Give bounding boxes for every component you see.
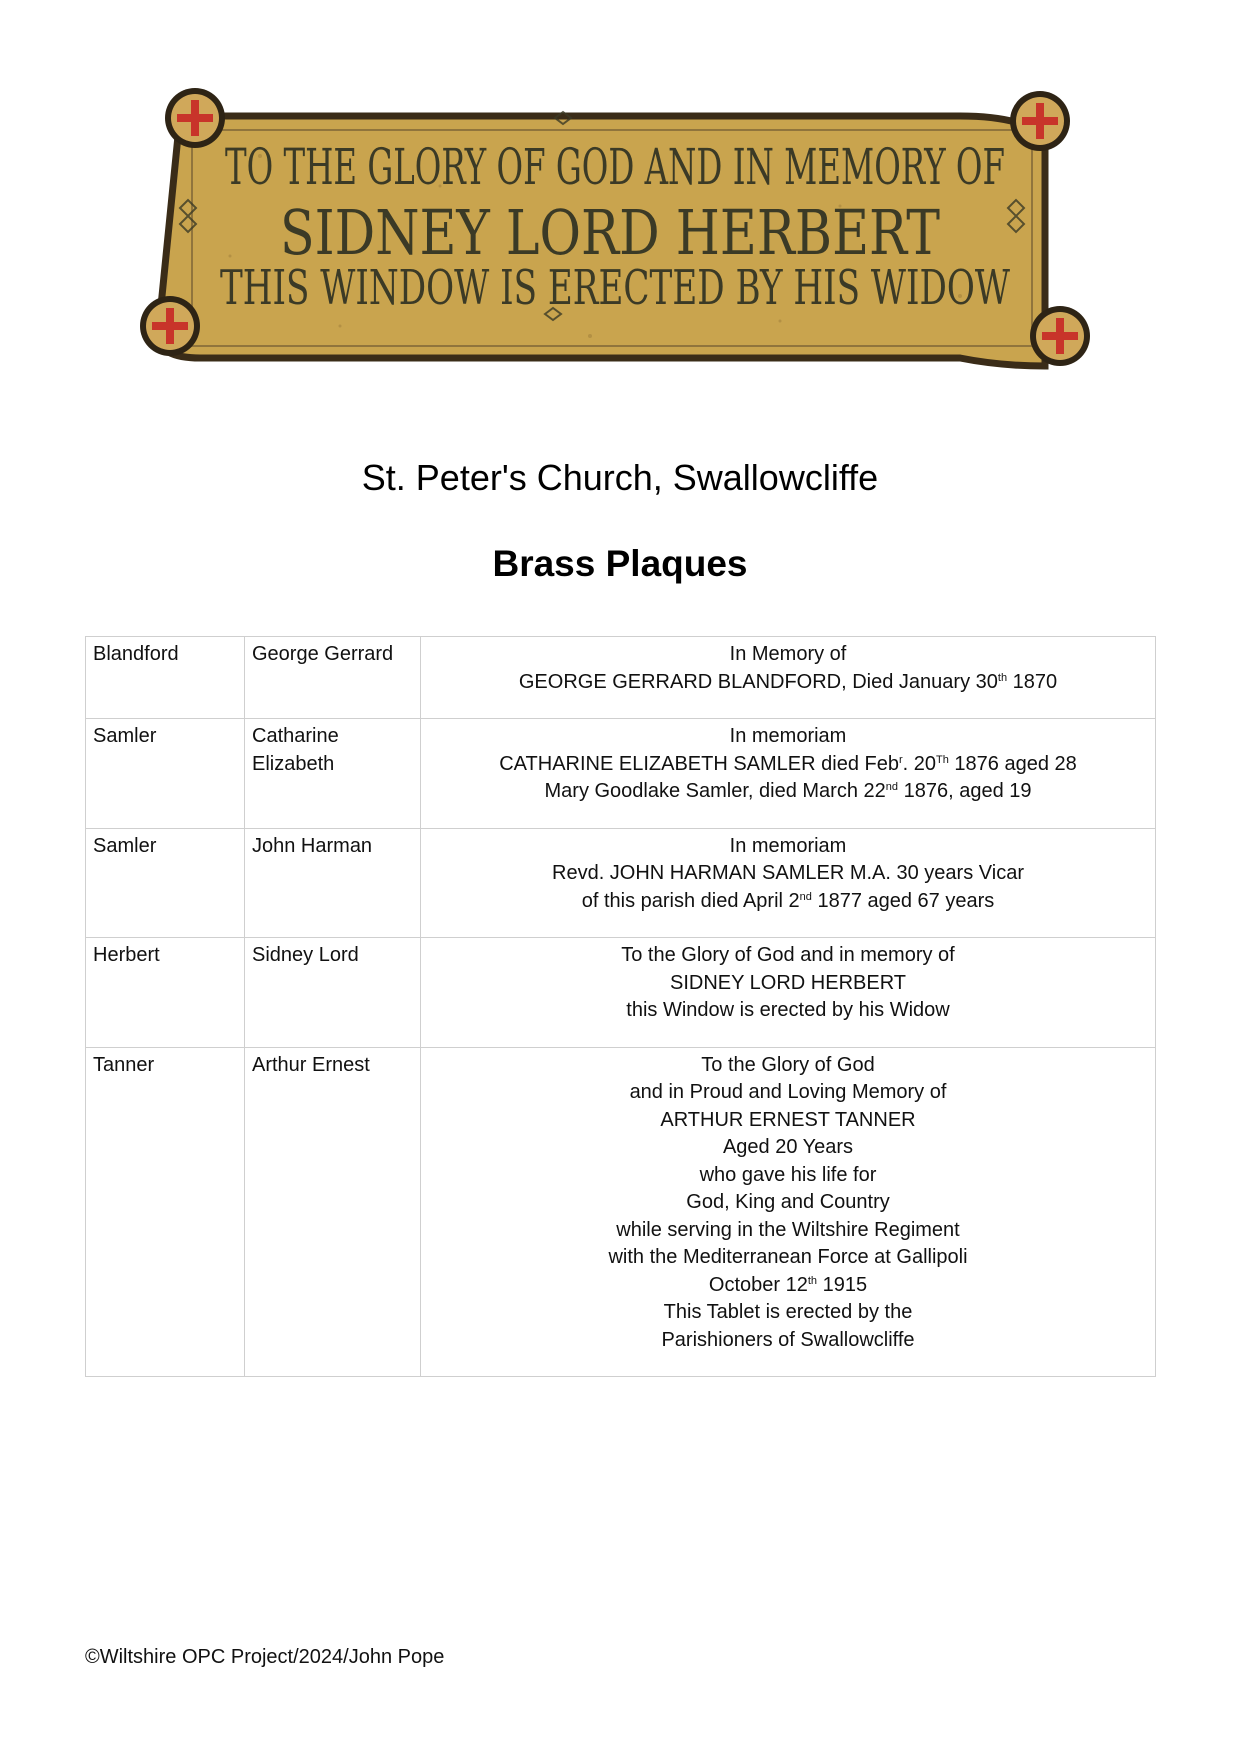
copyright-footer: ©Wiltshire OPC Project/2024/John Pope bbox=[85, 1646, 445, 1668]
page-title: Brass Plaques bbox=[492, 543, 748, 584]
inscription-line: this Window is erected by his Widow bbox=[626, 999, 950, 1021]
forenames-cell: Arthur Ernest bbox=[245, 1047, 421, 1377]
inscription-line: while serving in the Wiltshire Regiment bbox=[616, 1218, 960, 1241]
inscription-cell bbox=[421, 938, 1156, 1048]
inscription-line: October 12th 1915 bbox=[708, 1273, 868, 1296]
plaque-line-1: TO THE GLORY OF GOD AND IN MEMORY OF bbox=[225, 138, 1005, 196]
table-row bbox=[86, 938, 1156, 1048]
inscription-line: and in Proud and Loving Memory of bbox=[629, 1081, 947, 1103]
surname-cell: Herbert bbox=[86, 938, 245, 1048]
plaque-line-2: SIDNEY LORD HERBERT bbox=[280, 196, 940, 269]
inscription-line: CATHARINE ELIZABETH SAMLER died Feb$^r$. 20Th 1876 aged 28 bbox=[499, 752, 1077, 775]
inscription-line: This Tablet is erected by the bbox=[663, 1301, 913, 1323]
inscription-line: who gave his life for bbox=[699, 1163, 877, 1186]
inscription-line: ARTHUR ERNEST TANNER bbox=[660, 1108, 916, 1131]
inscription-line: Mary Goodlake Samler, died March 22nd 1876, aged 19 bbox=[544, 780, 1032, 802]
cross-roundel-icon bbox=[165, 88, 225, 148]
surname-cell: Blandford bbox=[86, 637, 245, 719]
inscription-cell bbox=[421, 828, 1156, 938]
inscription-line: of this parish died April 2nd 1877 aged 67 years bbox=[581, 889, 995, 912]
inscription-line: GEORGE GERRARD BLANDFORD, Died January 30th 1870 bbox=[518, 670, 1058, 693]
plaques-table bbox=[85, 636, 1156, 1377]
inscription-line: SIDNEY LORD HERBERT bbox=[670, 971, 906, 994]
inscription-line: To the Glory of God and in memory of bbox=[621, 944, 955, 966]
inscription-line: God, King and Country bbox=[686, 1191, 890, 1213]
table-row bbox=[86, 1047, 1156, 1377]
cross-roundel-icon bbox=[1030, 306, 1090, 366]
plaque-photo bbox=[140, 96, 1100, 408]
inscription-line: Parishioners of Swallowcliffe bbox=[661, 1328, 915, 1351]
cross-roundel-icon bbox=[140, 296, 200, 356]
forenames-cell: Catharine Elizabeth bbox=[245, 719, 421, 829]
surname-cell: Tanner bbox=[86, 1047, 245, 1377]
forenames-cell: Sidney Lord bbox=[245, 938, 421, 1048]
table-row bbox=[86, 719, 1156, 829]
inscription-line: Aged 20 Years bbox=[722, 1136, 854, 1158]
inscription-line: To the Glory of God bbox=[701, 1053, 875, 1076]
forenames-cell: John Harman bbox=[245, 828, 421, 938]
cross-roundel-icon bbox=[1010, 91, 1070, 151]
inscription-cell bbox=[421, 637, 1156, 719]
inscription-line: In memoriam bbox=[729, 725, 847, 747]
forenames-cell: George Gerrard bbox=[245, 637, 421, 719]
church-title: St. Peter's Church, Swallowcliffe bbox=[361, 457, 879, 498]
inscription-line: Revd. JOHN HARMAN SAMLER M.A. 30 years Vicar bbox=[552, 862, 1024, 884]
inscription-cell bbox=[421, 719, 1156, 829]
inscription-line: In memoriam bbox=[729, 834, 847, 857]
surname-cell: Samler bbox=[86, 719, 245, 829]
surname-cell: Samler bbox=[86, 828, 245, 938]
inscription-line: In Memory of bbox=[729, 643, 847, 665]
plaque-line-3: THIS WINDOW IS ERECTED BY HIS WIDOW bbox=[220, 260, 1011, 316]
table-row bbox=[86, 828, 1156, 938]
inscription-cell bbox=[421, 1047, 1156, 1377]
table-row bbox=[86, 637, 1156, 719]
inscription-line: with the Mediterranean Force at Gallipoli bbox=[608, 1246, 968, 1268]
